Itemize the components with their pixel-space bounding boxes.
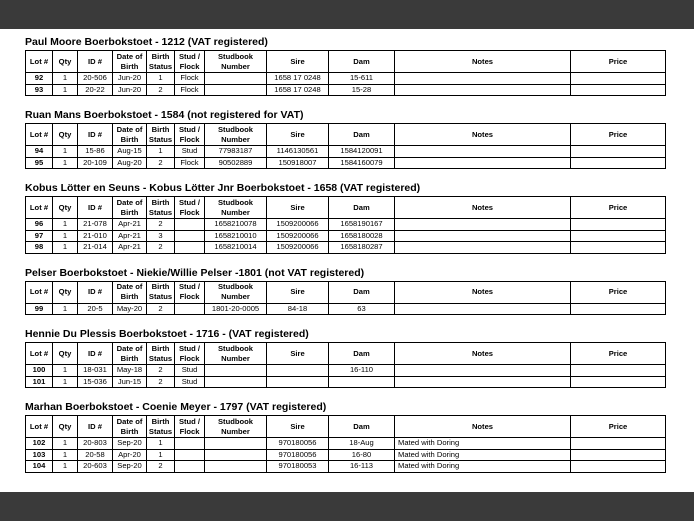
cell-dam bbox=[329, 376, 395, 388]
cell-qty: 1 bbox=[53, 146, 78, 158]
cell-id: 21-014 bbox=[78, 242, 113, 254]
breeder-title: Marhan Boerbokstoet - Coenie Meyer - 1797 (VAT registered) bbox=[25, 401, 327, 413]
column-header-price: Price bbox=[571, 124, 666, 146]
cell-dam: 16-113 bbox=[329, 461, 395, 473]
cell-lot: 99 bbox=[26, 303, 53, 315]
lot-table bbox=[25, 281, 666, 316]
cell-dam: 63 bbox=[329, 303, 395, 315]
header-line: Studbook bbox=[217, 51, 253, 61]
breeder-title: Paul Moore Boerbokstoet - 1212 (VAT registered) bbox=[25, 36, 268, 48]
cell-stud-flock bbox=[175, 461, 205, 473]
cell-lot: 104 bbox=[26, 461, 53, 473]
column-header-id: ID # bbox=[78, 197, 113, 219]
cell-dam: 16-80 bbox=[329, 449, 395, 461]
table-row bbox=[26, 303, 666, 315]
bottom-window-bar bbox=[0, 492, 694, 521]
header-line: Status bbox=[148, 134, 173, 144]
cell-date-of-birth: Apr-21 bbox=[113, 230, 147, 242]
header-line: Birth bbox=[120, 61, 139, 71]
breeder-title: Pelser Boerbokstoet - Niekie/Willie Pelser -1801 (not VAT registered) bbox=[25, 266, 365, 279]
cell-id: 20-506 bbox=[78, 73, 113, 85]
cell-qty: 1 bbox=[53, 376, 78, 388]
header-line: Number bbox=[221, 292, 250, 301]
breeder-section bbox=[25, 182, 665, 254]
cell-studbook-number: 1658210078 bbox=[205, 219, 267, 231]
column-header-dam: Dam bbox=[329, 281, 395, 303]
header-line: Studbook bbox=[217, 416, 253, 426]
cell-lot: 97 bbox=[26, 230, 53, 242]
header-line: Flock bbox=[179, 353, 200, 363]
cell-birth-status: 2 bbox=[147, 303, 175, 315]
cell-price bbox=[571, 438, 666, 450]
header-line: Birth bbox=[120, 207, 139, 217]
header-line: Stud / bbox=[178, 343, 201, 353]
column-header-lot: Lot # bbox=[26, 197, 53, 219]
column-header-sire: Sire bbox=[267, 416, 329, 438]
column-header-stud-flock bbox=[175, 51, 205, 73]
cell-date-of-birth: Sep-20 bbox=[113, 461, 147, 473]
header-line: Date of bbox=[116, 343, 143, 353]
header-line: Birth bbox=[151, 197, 170, 207]
cell-stud-flock bbox=[175, 242, 205, 254]
column-header-lot: Lot # bbox=[26, 51, 53, 73]
cell-notes bbox=[395, 73, 571, 85]
header-line: Number bbox=[221, 134, 250, 144]
column-header-birth-status bbox=[147, 51, 175, 73]
header-line: Status bbox=[148, 426, 173, 436]
column-header-date-of-birth bbox=[113, 197, 147, 219]
lot-table bbox=[25, 50, 666, 96]
lot-table bbox=[25, 123, 666, 169]
cell-studbook-number bbox=[205, 461, 267, 473]
cell-studbook-number: 1658210010 bbox=[205, 230, 267, 242]
column-header-notes: Notes bbox=[395, 124, 571, 146]
column-header-birth-status bbox=[147, 124, 175, 146]
column-header-sire: Sire bbox=[267, 281, 329, 303]
column-header-studbook-number bbox=[205, 197, 267, 219]
column-header-price: Price bbox=[571, 281, 666, 303]
cell-id: 20-22 bbox=[78, 84, 113, 96]
cell-date-of-birth: Jun-20 bbox=[113, 73, 147, 85]
top-window-bar bbox=[0, 0, 694, 29]
cell-id: 15-036 bbox=[78, 376, 113, 388]
header-row bbox=[26, 51, 666, 73]
column-header-studbook-number bbox=[205, 416, 267, 438]
header-line: Stud / bbox=[178, 51, 201, 61]
cell-notes: Mated with Doring bbox=[395, 461, 571, 473]
column-header-lot: Lot # bbox=[26, 416, 53, 438]
lot-table bbox=[25, 196, 666, 254]
cell-qty: 1 bbox=[53, 84, 78, 96]
cell-lot: 101 bbox=[26, 376, 53, 388]
cell-stud-flock bbox=[175, 449, 205, 461]
cell-stud-flock bbox=[175, 219, 205, 231]
cell-qty: 1 bbox=[53, 438, 78, 450]
cell-stud-flock: Stud bbox=[175, 376, 205, 388]
cell-notes bbox=[395, 242, 571, 254]
column-header-price: Price bbox=[571, 343, 666, 365]
column-header-notes: Notes bbox=[395, 197, 571, 219]
cell-date-of-birth: Apr-21 bbox=[113, 242, 147, 254]
header-line: Studbook bbox=[217, 343, 253, 353]
column-header-id: ID # bbox=[78, 124, 113, 146]
cell-dam: 1584120091 bbox=[329, 146, 395, 158]
column-header-qty: Qty bbox=[53, 416, 78, 438]
cell-price bbox=[571, 73, 666, 85]
cell-sire: 970180056 bbox=[267, 438, 329, 450]
breeder-section bbox=[25, 328, 665, 388]
cell-studbook-number bbox=[205, 376, 267, 388]
cell-birth-status: 2 bbox=[147, 376, 175, 388]
table-row bbox=[26, 438, 666, 450]
header-line: Number bbox=[221, 61, 250, 71]
cell-price bbox=[571, 376, 666, 388]
header-line: Date of bbox=[116, 197, 143, 207]
column-header-id: ID # bbox=[78, 343, 113, 365]
cell-lot: 96 bbox=[26, 219, 53, 231]
cell-date-of-birth: Apr-20 bbox=[113, 449, 147, 461]
column-header-date-of-birth bbox=[113, 124, 147, 146]
column-header-notes: Notes bbox=[395, 416, 571, 438]
column-header-id: ID # bbox=[78, 51, 113, 73]
header-line: Date of bbox=[116, 282, 143, 291]
header-line: Date of bbox=[116, 416, 143, 426]
cell-sire: 1658 17 0248 bbox=[267, 73, 329, 85]
header-line: Stud / bbox=[178, 124, 201, 134]
cell-lot: 94 bbox=[26, 146, 53, 158]
header-row bbox=[26, 124, 666, 146]
column-header-price: Price bbox=[571, 197, 666, 219]
breeder-section bbox=[25, 109, 665, 169]
column-header-qty: Qty bbox=[53, 51, 78, 73]
cell-qty: 1 bbox=[53, 73, 78, 85]
cell-price bbox=[571, 303, 666, 315]
column-header-birth-status bbox=[147, 281, 175, 303]
cell-dam: 15-611 bbox=[329, 73, 395, 85]
cell-qty: 1 bbox=[53, 219, 78, 231]
header-row bbox=[26, 281, 666, 303]
cell-price bbox=[571, 219, 666, 231]
cell-price bbox=[571, 230, 666, 242]
cell-id: 20-109 bbox=[78, 157, 113, 169]
header-line: Status bbox=[148, 353, 173, 363]
column-header-dam: Dam bbox=[329, 124, 395, 146]
cell-qty: 1 bbox=[53, 449, 78, 461]
column-header-sire: Sire bbox=[267, 197, 329, 219]
cell-notes bbox=[395, 303, 571, 315]
cell-price bbox=[571, 84, 666, 96]
cell-sire bbox=[267, 376, 329, 388]
column-header-date-of-birth bbox=[113, 416, 147, 438]
cell-notes bbox=[395, 219, 571, 231]
cell-notes bbox=[395, 157, 571, 169]
column-header-stud-flock bbox=[175, 124, 205, 146]
cell-price bbox=[571, 242, 666, 254]
table-row bbox=[26, 84, 666, 96]
cell-qty: 1 bbox=[53, 365, 78, 377]
table-row bbox=[26, 146, 666, 158]
column-header-date-of-birth bbox=[113, 343, 147, 365]
cell-qty: 1 bbox=[53, 242, 78, 254]
cell-date-of-birth: Apr-21 bbox=[113, 219, 147, 231]
header-line: Studbook bbox=[217, 282, 253, 291]
cell-dam: 15-28 bbox=[329, 84, 395, 96]
cell-notes: Mated with Doring bbox=[395, 449, 571, 461]
column-header-lot: Lot # bbox=[26, 343, 53, 365]
table-row bbox=[26, 376, 666, 388]
cell-stud-flock: Flock bbox=[175, 84, 205, 96]
cell-date-of-birth: Jun-20 bbox=[113, 84, 147, 96]
column-header-qty: Qty bbox=[53, 343, 78, 365]
cell-qty: 1 bbox=[53, 303, 78, 315]
column-header-id: ID # bbox=[78, 416, 113, 438]
cell-birth-status: 1 bbox=[147, 449, 175, 461]
column-header-date-of-birth bbox=[113, 281, 147, 303]
cell-price bbox=[571, 146, 666, 158]
column-header-dam: Dam bbox=[329, 416, 395, 438]
cell-stud-flock bbox=[175, 303, 205, 315]
table-row bbox=[26, 73, 666, 85]
cell-sire: 1509200066 bbox=[267, 219, 329, 231]
column-header-studbook-number bbox=[205, 281, 267, 303]
column-header-date-of-birth bbox=[113, 51, 147, 73]
cell-sire: 1658 17 0248 bbox=[267, 84, 329, 96]
document-page bbox=[0, 29, 694, 492]
header-line: Number bbox=[221, 426, 250, 436]
breeder-title: Ruan Mans Boerbokstoet - 1584 (not registered for VAT) bbox=[25, 109, 304, 121]
cell-sire: 1509200066 bbox=[267, 242, 329, 254]
column-header-price: Price bbox=[571, 51, 666, 73]
cell-birth-status: 1 bbox=[147, 146, 175, 158]
column-header-qty: Qty bbox=[53, 124, 78, 146]
header-line: Birth bbox=[151, 51, 170, 61]
cell-studbook-number bbox=[205, 84, 267, 96]
breeder-section bbox=[25, 36, 665, 96]
header-line: Birth bbox=[120, 353, 139, 363]
cell-birth-status: 2 bbox=[147, 157, 175, 169]
cell-id: 21-078 bbox=[78, 219, 113, 231]
cell-sire: 150918007 bbox=[267, 157, 329, 169]
header-line: Studbook bbox=[217, 197, 253, 207]
cell-id: 20-803 bbox=[78, 438, 113, 450]
header-line: Stud / bbox=[178, 282, 201, 291]
header-line: Flock bbox=[179, 426, 200, 436]
header-line: Birth bbox=[120, 292, 139, 301]
column-header-dam: Dam bbox=[329, 197, 395, 219]
cell-studbook-number bbox=[205, 73, 267, 85]
cell-date-of-birth: May-20 bbox=[113, 303, 147, 315]
cell-birth-status: 1 bbox=[147, 438, 175, 450]
header-line: Stud / bbox=[178, 197, 201, 207]
column-header-qty: Qty bbox=[53, 197, 78, 219]
cell-id: 21-010 bbox=[78, 230, 113, 242]
cell-lot: 92 bbox=[26, 73, 53, 85]
cell-stud-flock: Stud bbox=[175, 365, 205, 377]
lot-table bbox=[25, 415, 666, 473]
column-header-birth-status bbox=[147, 343, 175, 365]
cell-price bbox=[571, 157, 666, 169]
cell-birth-status: 2 bbox=[147, 242, 175, 254]
cell-birth-status: 2 bbox=[147, 84, 175, 96]
cell-notes: Mated with Doring bbox=[395, 438, 571, 450]
column-header-studbook-number bbox=[205, 124, 267, 146]
cell-notes bbox=[395, 146, 571, 158]
cell-studbook-number: 90502889 bbox=[205, 157, 267, 169]
cell-sire: 970180056 bbox=[267, 449, 329, 461]
cell-id: 20-58 bbox=[78, 449, 113, 461]
header-line: Flock bbox=[179, 207, 200, 217]
cell-birth-status: 3 bbox=[147, 230, 175, 242]
cell-price bbox=[571, 365, 666, 377]
table-row bbox=[26, 242, 666, 254]
header-line: Birth bbox=[151, 124, 170, 134]
cell-date-of-birth: Sep-20 bbox=[113, 438, 147, 450]
cell-studbook-number bbox=[205, 449, 267, 461]
header-line: Flock bbox=[179, 61, 200, 71]
cell-studbook-number: 77983187 bbox=[205, 146, 267, 158]
cell-id: 20-603 bbox=[78, 461, 113, 473]
cell-stud-flock: Flock bbox=[175, 73, 205, 85]
cell-qty: 1 bbox=[53, 230, 78, 242]
cell-id: 18-031 bbox=[78, 365, 113, 377]
cell-lot: 103 bbox=[26, 449, 53, 461]
cell-id: 15-86 bbox=[78, 146, 113, 158]
column-header-qty: Qty bbox=[53, 281, 78, 303]
header-line: Birth bbox=[151, 282, 170, 291]
cell-sire: 84-18 bbox=[267, 303, 329, 315]
header-line: Status bbox=[148, 292, 173, 301]
column-header-dam: Dam bbox=[329, 51, 395, 73]
header-line: Date of bbox=[116, 124, 143, 134]
cell-notes bbox=[395, 376, 571, 388]
cell-price bbox=[571, 449, 666, 461]
cell-sire bbox=[267, 365, 329, 377]
header-line: Number bbox=[221, 207, 250, 217]
cell-stud-flock: Stud bbox=[175, 146, 205, 158]
cell-notes bbox=[395, 230, 571, 242]
cell-studbook-number bbox=[205, 438, 267, 450]
column-header-studbook-number bbox=[205, 51, 267, 73]
cell-lot: 98 bbox=[26, 242, 53, 254]
cell-date-of-birth: Aug-20 bbox=[113, 157, 147, 169]
header-line: Status bbox=[148, 207, 173, 217]
header-line: Birth bbox=[151, 416, 170, 426]
cell-dam: 1658180028 bbox=[329, 230, 395, 242]
table-row bbox=[26, 449, 666, 461]
cell-price bbox=[571, 461, 666, 473]
header-line: Stud / bbox=[178, 416, 201, 426]
column-header-stud-flock bbox=[175, 281, 205, 303]
cell-lot: 93 bbox=[26, 84, 53, 96]
cell-notes bbox=[395, 365, 571, 377]
cell-date-of-birth: Jun-15 bbox=[113, 376, 147, 388]
breeder-title: Kobus Lötter en Seuns - Kobus Lötter Jnr Boerbokstoet - 1658 (VAT registered) bbox=[25, 182, 421, 194]
cell-stud-flock: Flock bbox=[175, 157, 205, 169]
cell-birth-status: 2 bbox=[147, 365, 175, 377]
breeder-title: Hennie Du Plessis Boerbokstoet - 1716 - (VAT registered) bbox=[25, 328, 309, 340]
column-header-studbook-number bbox=[205, 343, 267, 365]
column-header-sire: Sire bbox=[267, 51, 329, 73]
column-header-lot: Lot # bbox=[26, 124, 53, 146]
cell-dam: 1658180287 bbox=[329, 242, 395, 254]
cell-date-of-birth: Aug-15 bbox=[113, 146, 147, 158]
cell-lot: 102 bbox=[26, 438, 53, 450]
cell-sire: 970180053 bbox=[267, 461, 329, 473]
cell-studbook-number bbox=[205, 365, 267, 377]
column-header-lot: Lot # bbox=[26, 281, 53, 303]
cell-birth-status: 2 bbox=[147, 219, 175, 231]
cell-studbook-number: 1801-20-0005 bbox=[205, 303, 267, 315]
cell-qty: 1 bbox=[53, 157, 78, 169]
cell-studbook-number: 1658210014 bbox=[205, 242, 267, 254]
header-line: Status bbox=[148, 61, 173, 71]
breeder-section bbox=[25, 267, 665, 316]
cell-birth-status: 1 bbox=[147, 73, 175, 85]
column-header-stud-flock bbox=[175, 416, 205, 438]
header-line: Studbook bbox=[217, 124, 253, 134]
table-row bbox=[26, 461, 666, 473]
header-line: Birth bbox=[120, 134, 139, 144]
auction-lot-sections bbox=[25, 36, 665, 486]
cell-dam: 18-Aug bbox=[329, 438, 395, 450]
cell-notes bbox=[395, 84, 571, 96]
header-line: Flock bbox=[179, 292, 200, 301]
column-header-id: ID # bbox=[78, 281, 113, 303]
table-row bbox=[26, 157, 666, 169]
cell-sire: 1146130561 bbox=[267, 146, 329, 158]
header-line: Birth bbox=[151, 343, 170, 353]
lot-table bbox=[25, 342, 666, 388]
column-header-notes: Notes bbox=[395, 281, 571, 303]
column-header-birth-status bbox=[147, 416, 175, 438]
column-header-sire: Sire bbox=[267, 343, 329, 365]
header-row bbox=[26, 197, 666, 219]
cell-birth-status: 2 bbox=[147, 461, 175, 473]
header-line: Number bbox=[221, 353, 250, 363]
cell-lot: 100 bbox=[26, 365, 53, 377]
breeder-section bbox=[25, 401, 665, 473]
column-header-sire: Sire bbox=[267, 124, 329, 146]
column-header-notes: Notes bbox=[395, 343, 571, 365]
header-line: Birth bbox=[120, 426, 139, 436]
cell-sire: 1509200066 bbox=[267, 230, 329, 242]
column-header-stud-flock bbox=[175, 343, 205, 365]
header-row bbox=[26, 343, 666, 365]
column-header-stud-flock bbox=[175, 197, 205, 219]
header-line: Flock bbox=[179, 134, 200, 144]
cell-qty: 1 bbox=[53, 461, 78, 473]
table-row bbox=[26, 365, 666, 377]
table-row bbox=[26, 230, 666, 242]
table-row bbox=[26, 219, 666, 231]
cell-dam: 1584160079 bbox=[329, 157, 395, 169]
header-row bbox=[26, 416, 666, 438]
column-header-notes: Notes bbox=[395, 51, 571, 73]
header-line: Date of bbox=[116, 51, 143, 61]
cell-date-of-birth: May-18 bbox=[113, 365, 147, 377]
cell-dam: 1658190167 bbox=[329, 219, 395, 231]
cell-lot: 95 bbox=[26, 157, 53, 169]
cell-dam: 16-110 bbox=[329, 365, 395, 377]
cell-stud-flock bbox=[175, 438, 205, 450]
cell-stud-flock bbox=[175, 230, 205, 242]
cell-id: 20-5 bbox=[78, 303, 113, 315]
column-header-birth-status bbox=[147, 197, 175, 219]
column-header-dam: Dam bbox=[329, 343, 395, 365]
column-header-price: Price bbox=[571, 416, 666, 438]
